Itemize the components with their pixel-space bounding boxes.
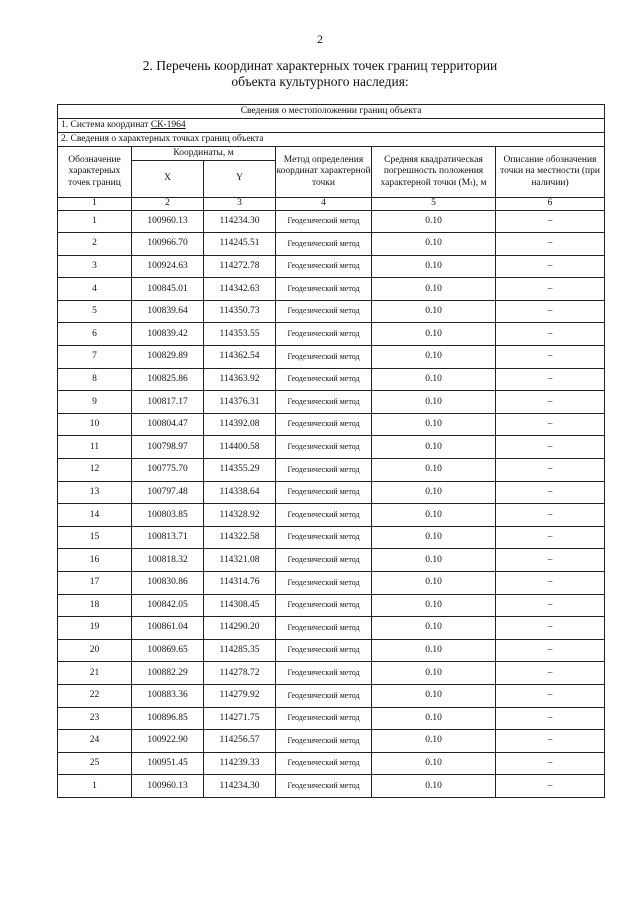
point-number-cell: 25 [58, 752, 132, 775]
method-cell: Геодезический метод [276, 684, 372, 707]
error-cell: 0.10 [372, 278, 496, 301]
x-coord-cell: 100869.65 [132, 639, 204, 662]
description-cell: – [496, 413, 605, 436]
table-row [58, 752, 605, 775]
table-row [58, 684, 605, 707]
col-coords-header: Координаты, м [132, 147, 276, 161]
y-coord-cell: 114363.92 [204, 368, 276, 391]
table-row [58, 255, 605, 278]
method-cell: Геодезический метод [276, 572, 372, 595]
y-coord-cell: 114234.30 [204, 210, 276, 233]
point-number-cell: 15 [58, 526, 132, 549]
error-cell: 0.10 [372, 730, 496, 753]
y-coord-cell: 114279.92 [204, 684, 276, 707]
table-row [58, 730, 605, 753]
col-desc-header: Описание обозначения точки на местности (при наличии) [496, 147, 605, 198]
description-cell: – [496, 391, 605, 414]
point-number-cell: 20 [58, 639, 132, 662]
method-cell: Геодезический метод [276, 300, 372, 323]
table-row [58, 346, 605, 369]
x-coord-cell: 100839.64 [132, 300, 204, 323]
col-number-6: 6 [496, 198, 605, 211]
point-number-cell: 10 [58, 413, 132, 436]
x-coord-cell: 100922.90 [132, 730, 204, 753]
point-number-cell: 9 [58, 391, 132, 414]
method-cell: Геодезический метод [276, 662, 372, 685]
method-cell: Геодезический метод [276, 436, 372, 459]
point-number-cell: 3 [58, 255, 132, 278]
table-row [58, 278, 605, 301]
x-coord-cell: 100839.42 [132, 323, 204, 346]
y-coord-cell: 114256.57 [204, 730, 276, 753]
description-cell: – [496, 526, 605, 549]
col-number-5: 5 [372, 198, 496, 211]
y-coord-cell: 114338.64 [204, 481, 276, 504]
y-coord-cell: 114272.78 [204, 255, 276, 278]
col-error-header: Средняя квадратическая погрешность положения характерной точки (Mₜ), м [372, 147, 496, 198]
point-number-cell: 11 [58, 436, 132, 459]
table-row [58, 413, 605, 436]
method-cell: Геодезический метод [276, 346, 372, 369]
y-coord-cell: 114308.45 [204, 594, 276, 617]
table-row [58, 594, 605, 617]
point-number-cell: 1 [58, 210, 132, 233]
description-cell: – [496, 639, 605, 662]
description-cell: – [496, 617, 605, 640]
x-coord-cell: 100825.86 [132, 368, 204, 391]
error-cell: 0.10 [372, 639, 496, 662]
y-coord-cell: 114362.54 [204, 346, 276, 369]
table-row [58, 233, 605, 256]
x-coord-cell: 100830.86 [132, 572, 204, 595]
error-cell: 0.10 [372, 707, 496, 730]
error-cell: 0.10 [372, 300, 496, 323]
x-coord-cell: 100924.63 [132, 255, 204, 278]
description-cell: – [496, 346, 605, 369]
point-number-cell: 23 [58, 707, 132, 730]
page-number: 2 [317, 32, 323, 46]
y-coord-cell: 114400.58 [204, 436, 276, 459]
y-coord-cell: 114290.20 [204, 617, 276, 640]
error-cell: 0.10 [372, 594, 496, 617]
method-cell: Геодезический метод [276, 617, 372, 640]
error-cell: 0.10 [372, 391, 496, 414]
description-cell: – [496, 504, 605, 527]
x-coord-cell: 100775.70 [132, 459, 204, 482]
col-number-3: 3 [204, 198, 276, 211]
y-coord-cell: 114234.30 [204, 775, 276, 798]
error-cell: 0.10 [372, 255, 496, 278]
error-cell: 0.10 [372, 526, 496, 549]
table-row [58, 617, 605, 640]
error-cell: 0.10 [372, 323, 496, 346]
point-number-cell: 12 [58, 459, 132, 482]
x-coord-cell: 100817.17 [132, 391, 204, 414]
description-cell: – [496, 707, 605, 730]
description-cell: – [496, 684, 605, 707]
point-number-cell: 21 [58, 662, 132, 685]
table-row [58, 572, 605, 595]
method-cell: Геодезический метод [276, 391, 372, 414]
method-cell: Геодезический метод [276, 504, 372, 527]
error-cell: 0.10 [372, 752, 496, 775]
table-row [58, 210, 605, 233]
table-row [58, 459, 605, 482]
y-coord-cell: 114321.08 [204, 549, 276, 572]
x-coord-cell: 100960.13 [132, 775, 204, 798]
table-row [58, 707, 605, 730]
description-cell: – [496, 481, 605, 504]
method-cell: Геодезический метод [276, 730, 372, 753]
x-coord-cell: 100797.48 [132, 481, 204, 504]
y-coord-cell: 114245.51 [204, 233, 276, 256]
method-cell: Геодезический метод [276, 752, 372, 775]
x-coord-cell: 100882.29 [132, 662, 204, 685]
description-cell: – [496, 368, 605, 391]
col-number-4: 4 [276, 198, 372, 211]
x-coord-cell: 100966.70 [132, 233, 204, 256]
method-cell: Геодезический метод [276, 549, 372, 572]
error-cell: 0.10 [372, 572, 496, 595]
point-number-cell: 5 [58, 300, 132, 323]
point-number-cell: 1 [58, 775, 132, 798]
table-row [58, 662, 605, 685]
coord-system-prefix: 1. Система координат [61, 119, 151, 130]
y-coord-cell: 114322.58 [204, 526, 276, 549]
error-cell: 0.10 [372, 662, 496, 685]
points-header: 2. Сведения о характерных точках границ объекта [58, 133, 605, 147]
description-cell: – [496, 730, 605, 753]
error-cell: 0.10 [372, 413, 496, 436]
error-cell: 0.10 [372, 459, 496, 482]
title-line-2: объекта культурного наследия: [231, 74, 409, 89]
y-coord-cell: 114353.55 [204, 323, 276, 346]
y-coord-cell: 114271.75 [204, 707, 276, 730]
point-number-cell: 19 [58, 617, 132, 640]
point-number-cell: 8 [58, 368, 132, 391]
method-cell: Геодезический метод [276, 233, 372, 256]
col-method-header: Метод определения координат характерной точки [276, 147, 372, 198]
description-cell: – [496, 752, 605, 775]
table-row [58, 775, 605, 798]
x-coord-cell: 100861.04 [132, 617, 204, 640]
description-cell: – [496, 210, 605, 233]
point-number-cell: 18 [58, 594, 132, 617]
y-coord-cell: 114342.63 [204, 278, 276, 301]
section-header: Сведения о местоположении границ объекта [58, 105, 605, 119]
error-cell: 0.10 [372, 233, 496, 256]
table-row [58, 639, 605, 662]
table-row [58, 300, 605, 323]
method-cell: Геодезический метод [276, 368, 372, 391]
error-cell: 0.10 [372, 346, 496, 369]
table-row [58, 526, 605, 549]
y-coord-cell: 114392.08 [204, 413, 276, 436]
x-coord-cell: 100818.32 [132, 549, 204, 572]
coord-system [58, 119, 605, 133]
y-coord-cell: 114376.31 [204, 391, 276, 414]
table-row [58, 504, 605, 527]
method-cell: Геодезический метод [276, 323, 372, 346]
error-cell: 0.10 [372, 368, 496, 391]
description-cell: – [496, 436, 605, 459]
method-cell: Геодезический метод [276, 775, 372, 798]
error-cell: 0.10 [372, 504, 496, 527]
error-cell: 0.10 [372, 436, 496, 459]
col-x-header: X [132, 161, 204, 198]
point-number-cell: 22 [58, 684, 132, 707]
method-cell: Геодезический метод [276, 594, 372, 617]
y-coord-cell: 114239.33 [204, 752, 276, 775]
point-number-cell: 16 [58, 549, 132, 572]
x-coord-cell: 100842.05 [132, 594, 204, 617]
page-title [0, 58, 640, 90]
table-row [58, 368, 605, 391]
x-coord-cell: 100960.13 [132, 210, 204, 233]
method-cell: Геодезический метод [276, 481, 372, 504]
point-number-cell: 4 [58, 278, 132, 301]
method-cell: Геодезический метод [276, 526, 372, 549]
description-cell: – [496, 278, 605, 301]
x-coord-cell: 100813.71 [132, 526, 204, 549]
method-cell: Геодезический метод [276, 459, 372, 482]
coordinates-table [57, 104, 605, 798]
y-coord-cell: 114314.76 [204, 572, 276, 595]
x-coord-cell: 100804.47 [132, 413, 204, 436]
description-cell: – [496, 549, 605, 572]
description-cell: – [496, 323, 605, 346]
y-coord-cell: 114350.73 [204, 300, 276, 323]
point-number-cell: 17 [58, 572, 132, 595]
description-cell: – [496, 300, 605, 323]
point-number-cell: 6 [58, 323, 132, 346]
error-cell: 0.10 [372, 549, 496, 572]
y-coord-cell: 114285.35 [204, 639, 276, 662]
error-cell: 0.10 [372, 775, 496, 798]
x-coord-cell: 100951.45 [132, 752, 204, 775]
y-coord-cell: 114355.29 [204, 459, 276, 482]
point-number-cell: 24 [58, 730, 132, 753]
x-coord-cell: 100896.85 [132, 707, 204, 730]
method-cell: Геодезический метод [276, 707, 372, 730]
method-cell: Геодезический метод [276, 278, 372, 301]
point-number-cell: 13 [58, 481, 132, 504]
point-number-cell: 14 [58, 504, 132, 527]
col-number-1: 1 [58, 198, 132, 211]
point-number-cell: 7 [58, 346, 132, 369]
description-cell: – [496, 233, 605, 256]
error-cell: 0.10 [372, 210, 496, 233]
description-cell: – [496, 459, 605, 482]
error-cell: 0.10 [372, 617, 496, 640]
method-cell: Геодезический метод [276, 255, 372, 278]
method-cell: Геодезический метод [276, 413, 372, 436]
x-coord-cell: 100803.85 [132, 504, 204, 527]
description-cell: – [496, 662, 605, 685]
error-cell: 0.10 [372, 481, 496, 504]
col-number-2: 2 [132, 198, 204, 211]
method-cell: Геодезический метод [276, 639, 372, 662]
table-row [58, 391, 605, 414]
table-row [58, 549, 605, 572]
table-row [58, 436, 605, 459]
x-coord-cell: 100829.89 [132, 346, 204, 369]
y-coord-cell: 114328.92 [204, 504, 276, 527]
description-cell: – [496, 775, 605, 798]
coord-system-name: СК-1964 [150, 119, 186, 130]
y-coord-cell: 114278.72 [204, 662, 276, 685]
description-cell: – [496, 572, 605, 595]
error-cell: 0.10 [372, 684, 496, 707]
title-line-1: 2. Перечень координат характерных точек границ территории [142, 58, 498, 73]
description-cell: – [496, 594, 605, 617]
x-coord-cell: 100845.01 [132, 278, 204, 301]
x-coord-cell: 100883.36 [132, 684, 204, 707]
col-y-header: Y [204, 161, 276, 198]
table-row [58, 323, 605, 346]
method-cell: Геодезический метод [276, 210, 372, 233]
point-number-cell: 2 [58, 233, 132, 256]
x-coord-cell: 100798.97 [132, 436, 204, 459]
description-cell: – [496, 255, 605, 278]
col-point-header: Обозначение характерных точек границ [58, 147, 132, 198]
table-row [58, 481, 605, 504]
